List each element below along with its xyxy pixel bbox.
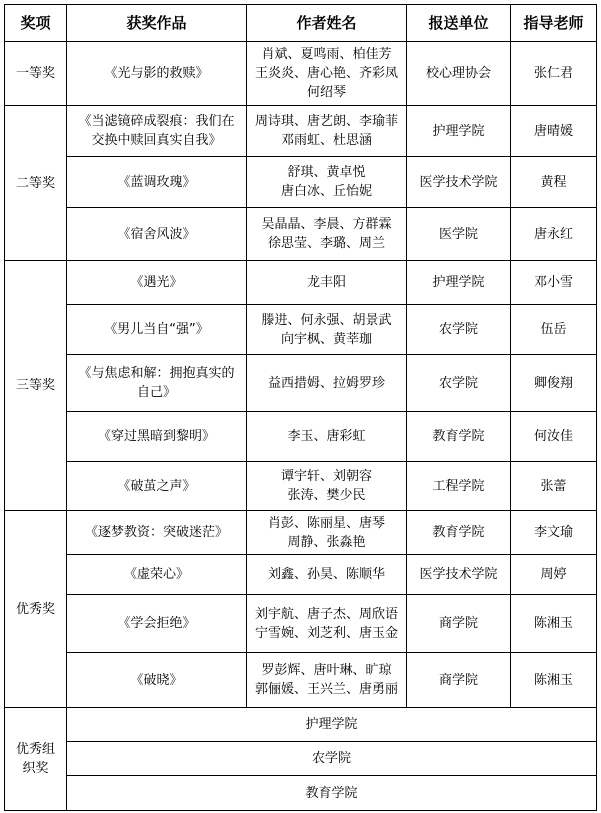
authors-cell — [247, 511, 407, 555]
table-row — [5, 412, 597, 462]
header-row — [5, 5, 597, 42]
unit-cell: 教育学院 — [407, 412, 511, 462]
work-title-cell — [67, 412, 247, 462]
authors-cell-line: 向宇枫、黄莘珈 — [280, 331, 372, 347]
work-title-cell-line: 《破茧之声》 — [117, 478, 196, 494]
header-work: 获奖作品 — [67, 5, 247, 42]
work-title-cell-line: 《破晓》 — [130, 672, 183, 688]
authors-cell-line: 周诗琪、唐艺朗、李瑜菲 — [254, 114, 398, 129]
authors-cell — [247, 305, 407, 355]
work-title-cell — [67, 462, 247, 511]
authors-cell — [247, 555, 407, 595]
authors-cell-line: 王炎炎、唐心艳、齐彩凤 — [254, 66, 398, 81]
work-title-cell-line: 《蓝调玫瑰》 — [117, 174, 196, 190]
unit-cell: 农学院 — [407, 305, 511, 355]
org-unit-cell: 护理学院 — [67, 708, 597, 742]
header-award: 奖项 — [5, 5, 67, 42]
teacher-cell: 唐晴媛 — [511, 106, 597, 157]
teacher-cell: 卿俊翔 — [511, 355, 597, 412]
table-row — [5, 106, 597, 157]
authors-cell-line: 益西措姆、拉姆罗珍 — [267, 375, 385, 391]
org-unit-cell: 教育学院 — [67, 776, 597, 811]
awards-body — [5, 42, 597, 811]
work-title-cell — [67, 355, 247, 412]
work-title-cell-line: 《穿过黑暗到黎明》 — [97, 429, 215, 444]
work-title-cell — [67, 261, 247, 305]
table-row — [5, 462, 597, 511]
org-unit-cell: 农学院 — [67, 742, 597, 776]
authors-cell — [247, 157, 407, 208]
table-row — [5, 595, 597, 653]
work-title-cell — [67, 157, 247, 208]
authors-cell — [247, 653, 407, 708]
work-title-cell-line: 《当滤镜碎成裂痕：我们在 — [78, 114, 235, 129]
unit-cell: 工程学院 — [407, 462, 511, 511]
unit-cell: 医学技术学院 — [407, 555, 511, 595]
authors-cell-line: 何绍琴 — [306, 85, 346, 100]
authors-cell — [247, 106, 407, 157]
work-title-cell — [67, 208, 247, 261]
work-title-cell-line: 自己》 — [136, 385, 176, 400]
header-unit: 报送单位 — [407, 5, 511, 42]
table-row — [5, 355, 597, 412]
authors-cell-line: 谭宇轩、刘朝容 — [280, 469, 372, 484]
unit-cell: 医学院 — [407, 208, 511, 261]
authors-cell-line: 李玉、唐彩虹 — [287, 429, 366, 444]
teacher-cell: 李文瑜 — [511, 511, 597, 555]
table-row — [5, 305, 597, 355]
work-title-cell — [67, 595, 247, 653]
authors-cell — [247, 355, 407, 412]
authors-cell-line: 周静、张淼艳 — [287, 534, 366, 550]
table-row — [5, 653, 597, 708]
teacher-cell: 张仁君 — [511, 42, 597, 106]
teacher-cell: 黄程 — [511, 157, 597, 208]
unit-cell: 教育学院 — [407, 511, 511, 555]
teacher-cell: 张蕾 — [511, 462, 597, 511]
unit-cell: 商学院 — [407, 595, 511, 653]
authors-cell-line: 罗彭辉、唐叶琳、旷琼 — [261, 663, 392, 678]
unit-cell: 医学技术学院 — [407, 157, 511, 208]
work-title-cell-line: 《遇光》 — [130, 275, 183, 290]
teacher-cell: 唐永红 — [511, 208, 597, 261]
unit-cell: 商学院 — [407, 653, 511, 708]
awards-table — [4, 4, 597, 811]
work-title-cell-line: 《男儿当自“强”》 — [104, 322, 209, 337]
authors-cell — [247, 595, 407, 653]
table-row — [5, 742, 597, 776]
authors-cell-line: 肖斌、夏鸣雨、柏佳芳 — [261, 47, 392, 62]
table-row — [5, 42, 597, 106]
table-row — [5, 208, 597, 261]
authors-cell-line: 吴晶晶、李晨、方群霖 — [261, 217, 392, 232]
authors-cell-line: 刘鑫、孙昊、陈顺华 — [267, 567, 385, 582]
work-title-cell-line: 《宿舍风波》 — [117, 226, 196, 242]
authors-cell — [247, 462, 407, 511]
award-level-cell: 一等奖 — [5, 42, 67, 106]
teacher-cell: 邓小雪 — [511, 261, 597, 305]
authors-cell-line: 肖彭、陈丽星、唐琴 — [267, 515, 385, 531]
org-award-cell — [5, 708, 67, 811]
table-row — [5, 261, 597, 305]
work-title-cell — [67, 305, 247, 355]
work-title-cell — [67, 511, 247, 555]
work-title-cell-line: 交换中赎回真实自我》 — [91, 133, 222, 148]
work-title-cell-line: 《逐梦教资：突破迷茫》 — [84, 525, 228, 540]
authors-cell-line: 刘宇航、唐子杰、周欣语 — [254, 606, 398, 622]
table-row — [5, 555, 597, 595]
authors-cell-line: 郭俪媛、王兴兰、唐勇丽 — [254, 682, 398, 697]
work-title-cell-line: 《学会拒绝》 — [117, 616, 196, 631]
award-level-cell: 优秀奖 — [5, 511, 67, 708]
work-title-cell-line: 《虚荣心》 — [123, 567, 189, 582]
work-title-cell-line: 《与焦虑和解：拥抱真实的 — [78, 366, 235, 381]
authors-cell — [247, 42, 407, 106]
authors-cell — [247, 261, 407, 305]
table-row — [5, 157, 597, 208]
table-row — [5, 708, 597, 742]
header-authors: 作者姓名 — [247, 5, 407, 42]
authors-cell-line: 舒琪、黄卓悦 — [287, 165, 366, 180]
award-level-cell: 三等奖 — [5, 261, 67, 511]
table-row — [5, 511, 597, 555]
teacher-cell: 周婷 — [511, 555, 597, 595]
authors-cell-line: 滕进、何永强、胡景武 — [261, 312, 392, 328]
work-title-cell-line: 《光与影的救赎》 — [104, 66, 209, 81]
work-title-cell — [67, 653, 247, 708]
authors-cell-line: 邓雨虹、杜思涵 — [280, 133, 372, 148]
header-teacher: 指导老师 — [511, 5, 597, 42]
unit-cell: 护理学院 — [407, 106, 511, 157]
unit-cell: 护理学院 — [407, 261, 511, 305]
org-award-label: 优秀组织奖 — [16, 742, 56, 776]
work-title-cell — [67, 106, 247, 157]
work-title-cell — [67, 555, 247, 595]
authors-cell — [247, 412, 407, 462]
authors-cell — [247, 208, 407, 261]
unit-cell: 校心理协会 — [407, 42, 511, 106]
authors-cell-line: 张涛、樊少民 — [287, 488, 366, 503]
teacher-cell: 陈湘玉 — [511, 653, 597, 708]
work-title-cell — [67, 42, 247, 106]
authors-cell-line: 徐思莹、李璐、周兰 — [267, 236, 385, 251]
unit-cell: 农学院 — [407, 355, 511, 412]
authors-cell-line: 唐白冰、丘怡妮 — [280, 184, 372, 199]
authors-cell-line: 宁雪婉、刘芝利、唐玉金 — [254, 625, 398, 641]
authors-cell-line: 龙丰阳 — [306, 275, 346, 290]
teacher-cell: 陈湘玉 — [511, 595, 597, 653]
teacher-cell: 何汝佳 — [511, 412, 597, 462]
award-level-cell: 二等奖 — [5, 106, 67, 261]
teacher-cell: 伍岳 — [511, 305, 597, 355]
table-row — [5, 776, 597, 811]
